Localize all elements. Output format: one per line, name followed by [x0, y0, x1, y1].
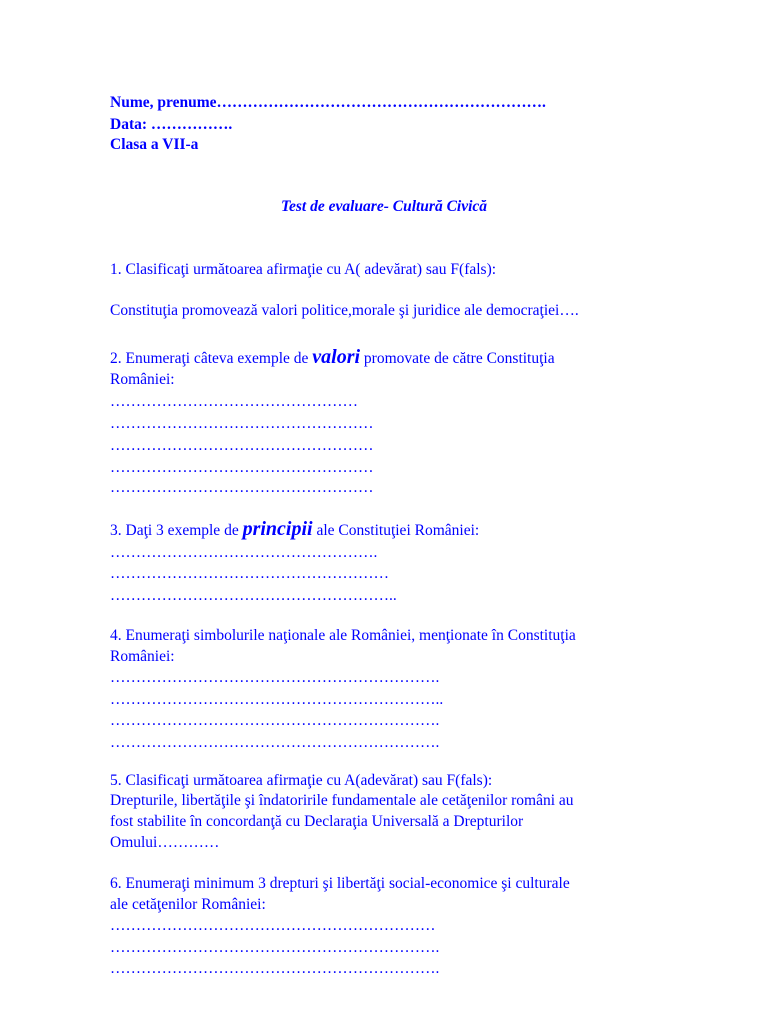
class-line: Clasa a VII-a: [110, 136, 199, 153]
q6-answer-line: ……………………………………………………….: [110, 939, 440, 956]
q3-prompt: [110, 519, 479, 541]
q2-answer-line: ……………………………………………: [110, 415, 374, 432]
q3-answer-line: ………………………………………………..: [110, 587, 397, 604]
q6-prompt-line2: ale cetăţenilor României:: [110, 896, 266, 913]
q2-answer-line: ……………………………………………: [110, 479, 374, 496]
q3-suffix: ale Constituţiei României:: [312, 522, 480, 539]
q4-prompt: 4. Enumeraţi simbolurile naţionale ale României, menţionate în Constituţia: [110, 627, 576, 644]
name-line: Nume, prenume……………………………………………………….: [110, 94, 546, 111]
q4-answer-line: ……………………………………………………….: [110, 712, 440, 729]
q3-answer-line: ………………………………………………: [110, 565, 389, 582]
q1-prompt: 1. Clasificaţi următoarea afirmaţie cu A( adevărat) sau F(fals):: [110, 261, 497, 278]
q2-suffix: promovate de către Constituţia: [360, 350, 555, 367]
q3-prefix: 3. Daţi 3 exemple de: [110, 522, 243, 539]
date-line: Data: …………….: [110, 116, 233, 133]
q2-answer-line: ……………………………………………: [110, 459, 374, 476]
q5-statement-line: Drepturile, libertăţile şi îndatoririle fundamentale ale cetăţenilor români au: [110, 792, 574, 809]
q4-answer-line: ………………………………………………………..: [110, 691, 444, 708]
q2-prompt: [110, 347, 555, 369]
q5-prompt: 5. Clasificaţi următoarea afirmaţie cu A(adevărat) sau F(fals):: [110, 772, 493, 789]
q2-prefix: 2. Enumeraţi câteva exemple de: [110, 350, 313, 367]
q6-answer-line: ………………………………………………………: [110, 917, 436, 934]
q3-answer-line: …………………………………………….: [110, 544, 378, 561]
q2-answer-line: …………………………………………: [110, 393, 358, 410]
q5-statement-line: fost stabilite în concordanţă cu Declaraţia Universală a Drepturilor: [110, 813, 524, 830]
q4-answer-line: ……………………………………………………….: [110, 669, 440, 686]
q4-prompt-line2: României:: [110, 648, 175, 665]
q6-prompt: 6. Enumeraţi minimum 3 drepturi şi libertăţi social-economice şi culturale: [110, 875, 570, 892]
test-title: Test de evaluare- Cultură Civică: [280, 198, 488, 215]
q2-prompt-line2: României:: [110, 371, 175, 388]
q2-emphasis: valori: [312, 346, 361, 368]
q5-statement-line: Omului…………: [110, 834, 220, 851]
q1-statement: Constituţia promovează valori politice,morale şi juridice ale democraţiei….: [110, 302, 579, 319]
q4-answer-line: ……………………………………………………….: [110, 734, 440, 751]
q6-answer-line: ……………………………………………………….: [110, 960, 440, 977]
q2-answer-line: ……………………………………………: [110, 437, 374, 454]
q3-emphasis: principii: [242, 518, 313, 540]
